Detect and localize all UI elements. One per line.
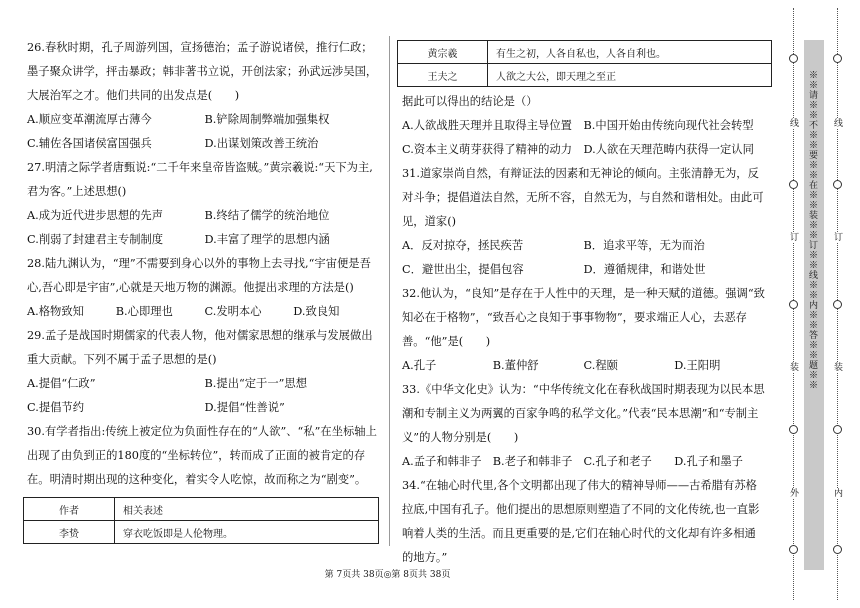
option-d: D.提倡“性善说” (204, 401, 285, 414)
binding-circle (833, 300, 842, 309)
option-b: B.终结了儒学的统治地位 (204, 209, 330, 222)
question-31-options-row1 (402, 234, 765, 258)
question-28-stem: 28.陆九渊认为，“理”不需要到身心以外的事物上去寻找,“宇宙便是吾心,吾心即是宇宙”,心就是天地万物的渊源。他提出求理的方法是() (27, 257, 371, 294)
option-c: C．避世出尘，提倡包容 (402, 263, 524, 276)
question-34-stem: 34.“在轴心时代里,各个文明都出现了伟大的精神导师——古希腊有苏格拉底,中国有孔子。他们提出的思想原则塑造了不同的文化传统,也一直影响着人类的生活。而且更重要的是,它们在轴心时代的文化却有许多相通的地方。” (402, 479, 760, 564)
question-26-options-row1 (27, 108, 382, 132)
option-a: A．反对掠夺，拯民疾苦 (402, 239, 524, 252)
question-32-stem: 32.他认为，“良知”是存在于人性中的天理，是一种天赋的道德。强调“致知必在于格物”，“致吾心之良知于事事物物”，要求端正人心，去恶存善。“他”是( ) (402, 287, 765, 348)
table-cell-statement: 穿衣吃饭即是人伦物理。 (115, 521, 379, 544)
outer-label-line: 线 (788, 118, 798, 128)
column-divider (389, 36, 390, 546)
right-column (402, 90, 765, 570)
question-26-stem: 26.春秋时期，孔子周游列国，宣扬德治；孟子游说诸侯，推行仁政；墨子聚众讲学，抨击暴政；韩非著书立说，开创法家；孙武远涉吴国，大展治军之才。他们共同的出发点是( ) (27, 41, 378, 102)
question-27-stem: 27.明清之际学者唐甄说:“二千年来皇帝皆盗贼。”黄宗羲说:“天下为主,君为客。”上述思想() (27, 161, 373, 198)
left-column (27, 36, 382, 492)
table-header-statement: 相关表述 (115, 498, 379, 521)
binding-warning-text: ※※请※※不※※要※※在※※装※※订※※线※※内※※答※※题※※ (807, 70, 817, 390)
binding-circle (833, 180, 842, 189)
option-b: B.铲除周制弊端加强集权 (204, 113, 330, 126)
option-c: C.资本主义萌芽获得了精神的动力 (402, 143, 572, 156)
page-footer: 第 7页共 38页◎第 8页共 38页 (324, 570, 451, 580)
binding-circle (833, 425, 842, 434)
option-a: A.孟子和韩非子 (402, 455, 482, 468)
question-31-stem: 31.道家崇尚自然，有辩证法的因素和无神论的倾向。主张清静无为，反对斗争；提倡道法自然，无所不容，自然无为，与自然和谐相处。由此可见，道家() (402, 167, 764, 228)
table-cell-author: 王夫之 (398, 64, 488, 87)
question-28-options (27, 300, 382, 324)
option-a: A.顺应变革潮流厚古薄今 (27, 113, 152, 126)
question-33-stem: 33.《中华文化史》认为：“中华传统文化在春秋战国时期表现为以民本思潮和专制主义为两翼的百家争鸣的私学文化。”代表“民本思潮”和“专制主义”的人物分别是( ) (402, 383, 765, 444)
option-a: A.人欲战胜天理并且取得主导位置 (402, 119, 572, 132)
binding-circle (833, 545, 842, 554)
outer-label-outside: 外 (788, 488, 798, 498)
option-d: D.孔子和墨子 (674, 455, 743, 468)
option-d: D.出谋划策改善王统治 (204, 137, 319, 150)
table-cell-statement: 有生之初，人各自私也，人各自利也。 (488, 41, 772, 64)
binding-circle (789, 425, 798, 434)
option-c: C.提倡节约 (27, 401, 85, 414)
binding-circle (789, 180, 798, 189)
question-29-options-row1 (27, 372, 382, 396)
outer-label-bind: 订 (788, 232, 798, 242)
option-b: B.心即理也 (115, 305, 173, 318)
table-row (24, 498, 379, 521)
option-c: C.程颐 (583, 359, 618, 372)
question-33-options (402, 450, 765, 474)
option-b: B.董仲舒 (492, 359, 539, 372)
question-32-options (402, 354, 765, 378)
question-30-options-row1 (402, 114, 765, 138)
inner-label-pack: 装 (832, 362, 842, 372)
question-26-options-row2 (27, 132, 382, 156)
question-30-table-part1 (23, 497, 379, 544)
question-27-options-row2 (27, 228, 382, 252)
inner-label-line: 线 (832, 118, 842, 128)
table-row (398, 41, 772, 64)
question-29-stem: 29.孟子是战国时期儒家的代表人物，他对儒家思想的继承与发展做出重大贡献。下列不属于孟子思想的是() (27, 329, 373, 366)
option-a: A.提倡“仁政” (27, 377, 96, 390)
table-cell-author: 黄宗羲 (398, 41, 488, 64)
table-cell-statement: 人欲之大公，即天理之至正 (488, 64, 772, 87)
option-d: D.致良知 (293, 305, 340, 318)
option-a: A.格物致知 (27, 305, 84, 318)
question-30-stem: 30.有学者指出:传统上被定位为负面性存在的“人欲”、“私”在坐标轴上出现了由负到正的180度的“坐标转位”，转而成了正面的被肯定的存在。明清时期出现的这种变化，着实令人吃惊，故而称之为“剧变”。 (27, 425, 377, 486)
option-d: D．遵循规律，和谐处世 (583, 263, 706, 276)
outer-label-pack: 装 (788, 362, 798, 372)
option-c: C.辅佐各国诸侯富国强兵 (27, 137, 152, 150)
table-row (398, 64, 772, 87)
question-29-options-row2 (27, 396, 382, 420)
option-a: A.成为近代进步思想的先声 (27, 209, 164, 222)
option-b: B.中国开始由传统向现代社会转型 (583, 119, 754, 132)
inner-label-inside: 内 (832, 488, 842, 498)
option-d: D.王阳明 (674, 359, 721, 372)
option-b: B.提出“定于一”思想 (204, 377, 308, 390)
question-30-options-row2 (402, 138, 765, 162)
table-row (24, 521, 379, 544)
option-c: C.发明本心 (204, 305, 262, 318)
binding-circle (789, 300, 798, 309)
option-d: D.人欲在天理范畴内获得一定认同 (583, 143, 754, 156)
binding-circle (789, 54, 798, 63)
option-c: C.削弱了封建君主专制制度 (27, 233, 164, 246)
table-cell-author: 李贽 (24, 521, 115, 544)
option-c: C.孔子和老子 (583, 455, 652, 468)
option-b: B．追求平等，无为而治 (583, 239, 705, 252)
option-d: D.丰富了理学的思想内涵 (204, 233, 330, 246)
binding-circle (789, 545, 798, 554)
binding-circle (833, 54, 842, 63)
option-a: A.孔子 (402, 359, 437, 372)
option-b: B.老子和韩非子 (492, 455, 573, 468)
question-30-conclusion: 据此可以得出的结论是（） (402, 95, 538, 108)
table-header-author: 作者 (24, 498, 115, 521)
question-30-table-part2 (397, 40, 772, 87)
question-27-options-row1 (27, 204, 382, 228)
inner-label-bind: 订 (832, 232, 842, 242)
question-31-options-row2 (402, 258, 765, 282)
